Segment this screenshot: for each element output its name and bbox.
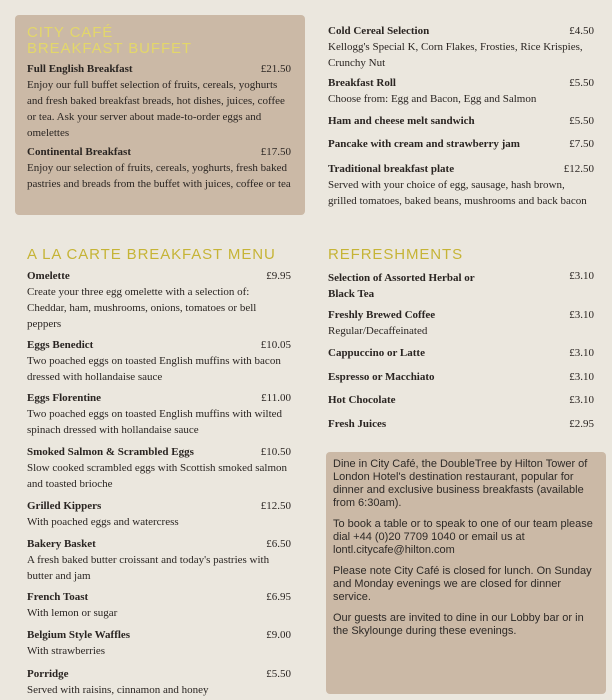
info-text <box>333 458 601 646</box>
item-name: Eggs Benedict <box>27 339 94 351</box>
item-name: Cold Cereal Selection <box>328 25 430 37</box>
item-name: Cappuccino or Latte <box>328 347 425 359</box>
alacarte-item <box>27 668 291 698</box>
item-name: Ham and cheese melt sandwich <box>328 115 475 127</box>
buffet-heading-line1: CITY CAFÉ <box>27 24 114 41</box>
refreshment-item <box>328 394 594 407</box>
alacarte-item <box>27 446 291 492</box>
item-price: £10.05 <box>260 339 291 351</box>
right-item <box>328 115 594 128</box>
item-price: £2.95 <box>569 418 594 430</box>
item-name: Continental Breakfast <box>27 146 131 158</box>
item-desc: Choose from: Egg and Bacon, Egg and Salmon <box>328 93 537 105</box>
item-name: Belgium Style Waffles <box>27 629 131 641</box>
item-name: Grilled Kippers <box>27 500 102 512</box>
item-desc: Two poached eggs on toasted English muffins with bacon dressed with hollandaise sauce <box>27 355 281 383</box>
item-desc: With lemon or sugar <box>27 607 118 619</box>
item-name: Bakery Basket <box>27 538 96 550</box>
alacarte-item <box>27 538 291 584</box>
right-item <box>328 77 594 107</box>
item-price: £3.10 <box>569 394 594 406</box>
buffet-item-full-english <box>27 63 291 141</box>
item-price: £6.50 <box>266 538 291 550</box>
refreshment-item <box>328 270 594 302</box>
item-price: £6.95 <box>266 591 291 603</box>
right-item <box>328 25 594 71</box>
item-price: £5.50 <box>569 115 594 127</box>
item-name: Fresh Juices <box>328 418 387 430</box>
item-desc: Regular/Decaffeinated <box>328 325 428 337</box>
item-name: Breakfast Roll <box>328 77 396 89</box>
alacarte-item <box>27 500 291 530</box>
right-item <box>328 163 594 209</box>
alacarte-item <box>27 629 291 659</box>
item-price: £10.50 <box>260 446 291 458</box>
buffet-heading-line2: BREAKFAST BUFFET <box>27 40 192 57</box>
item-name: Pancake with cream and strawberry jam <box>328 138 520 150</box>
item-name: Smoked Salmon & Scrambled Eggs <box>27 446 194 458</box>
item-name: Omelette <box>27 270 70 282</box>
item-price: £3.10 <box>569 270 594 282</box>
alacarte-heading: A LA CARTE BREAKFAST MENU <box>27 246 276 263</box>
item-desc: With poached eggs and watercress <box>27 516 179 528</box>
item-name: French Toast <box>27 591 89 603</box>
item-desc: With strawberries <box>27 645 106 657</box>
info-paragraph-1: Dine in City Café, the DoubleTree by Hilton Tower of London Hotel's destination restaurant, popular for dinner and exclusive business breakfasts (available from 6:30am). <box>333 458 588 509</box>
item-name: Porridge <box>27 668 69 680</box>
refreshment-item <box>328 347 594 360</box>
item-price: £21.50 <box>260 63 291 75</box>
item-desc: Served with your choice of egg, sausage, hash brown, grilled tomatoes, baked beans, mushrooms and back bacon <box>328 179 587 207</box>
item-name: Freshly Brewed Coffee <box>328 309 436 321</box>
alacarte-item <box>27 270 291 332</box>
item-price: £11.00 <box>261 392 291 404</box>
item-name: Full English Breakfast <box>27 63 133 75</box>
item-desc: Enjoy our selection of fruits, cereals, yoghurts, fresh baked pastries and breads from the buffet with juices, coffee or tea <box>27 162 291 190</box>
info-paragraph-2: To book a table or to speak to one of our team please dial +44 (0)20 7709 1040 or email us at lontl.citycafe@hilton.com <box>333 518 593 556</box>
item-price: £3.10 <box>569 347 594 359</box>
item-price: £12.50 <box>563 163 594 175</box>
item-desc: A fresh baked butter croissant and today's pastries with butter and jam <box>27 554 270 582</box>
item-price: £3.10 <box>569 371 594 383</box>
right-item <box>328 138 594 151</box>
item-price: £5.50 <box>569 77 594 89</box>
item-desc: Create your three egg omelette with a selection of: Cheddar, ham, mushrooms, onions, tomatoes or bell peppers <box>27 286 257 330</box>
alacarte-item <box>27 339 291 385</box>
item-price: £4.50 <box>569 25 594 37</box>
buffet-item-continental <box>27 146 291 192</box>
refreshments-heading: REFRESHMENTS <box>328 246 463 263</box>
refreshment-item <box>328 371 594 384</box>
item-name: Traditional breakfast plate <box>328 163 455 175</box>
item-price: £7.50 <box>569 138 594 150</box>
item-desc: Slow cooked scrambled eggs with Scottish smoked salmon and toasted brioche <box>27 462 287 490</box>
alacarte-item <box>27 591 291 621</box>
item-desc: Kellogg's Special K, Corn Flakes, Frosties, Rice Krispies, Crunchy Nut <box>328 41 583 69</box>
item-price: £17.50 <box>260 146 291 158</box>
item-name: Eggs Florentine <box>27 392 102 404</box>
info-paragraph-4: Our guests are invited to dine in our Lobby bar or in the Skylounge during these evenings. <box>333 612 584 637</box>
item-name: Espresso or Macchiato <box>328 371 435 383</box>
refreshment-item <box>328 418 594 431</box>
item-name: Hot Chocolate <box>328 394 396 406</box>
item-price: £12.50 <box>260 500 291 512</box>
item-price: £3.10 <box>569 309 594 321</box>
refreshment-item <box>328 309 594 339</box>
item-name: Selection of Assorted Herbal or Black Tea <box>328 272 475 300</box>
item-price: £9.00 <box>266 629 291 641</box>
item-desc: Served with raisins, cinnamon and honey <box>27 684 209 696</box>
item-desc: Two poached eggs on toasted English muffins with wilted spinach dressed with hollandaise sauce <box>27 408 283 436</box>
alacarte-item <box>27 392 291 438</box>
info-paragraph-3: Please note City Café is closed for lunch. On Sunday and Monday evenings we are closed for dinner service. <box>333 565 592 603</box>
item-price: £5.50 <box>266 668 291 680</box>
item-price: £9.95 <box>266 270 291 282</box>
item-desc: Enjoy our full buffet selection of fruits, cereals, yoghurts and fresh baked breakfast breads, hot dishes, juices, coffee or tea. Ask your server about made-to-order eggs and omelettes <box>27 79 285 139</box>
